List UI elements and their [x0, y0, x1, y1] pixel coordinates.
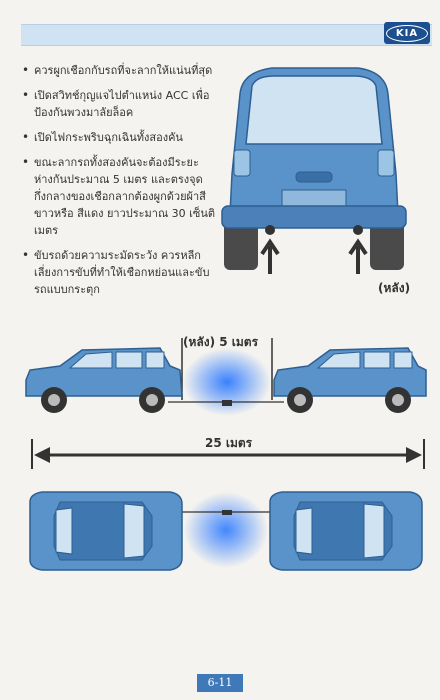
instruction-item: • ขณะลากรถทั้งสองคันจะต้องมีระยะห่างกันประมาณ 5 เมตร และตรงจุดกึ่งกลางของเชือกลากต้องผูกด้วยผ้าสีขาวหรือ สีแดง ยาวประมาณ 30 เซ็นติเมตร: [20, 154, 216, 239]
rope-distance-label: (หลัง) 5 เมตร: [183, 335, 259, 349]
instruction-item: • ขับรถด้วยความระมัดระวัง ควรหลีกเลี่ยงการขับที่ทำให้เชือกหย่อนและขับรถแบบกระตุก: [20, 247, 216, 298]
instruction-list: [20, 62, 216, 306]
total-distance-label: 25 เมตร: [205, 436, 253, 450]
instruction-item: • เปิดไฟกระพริบฉุกเฉินทั้งสองคัน: [20, 129, 216, 146]
top-view-illustration: [20, 480, 430, 580]
instruction-item: • เปิดสวิทช์กุญแจไปตำแหน่ง ACC เพื่อป้องกันพวงมาลัยล็อค: [20, 87, 216, 121]
kia-logo-text: KIA: [386, 25, 428, 42]
rear-car-illustration: [212, 64, 416, 274]
rear-label: (หลัง): [378, 281, 411, 295]
instruction-item: • ควรผูกเชือกกับรถที่จะลากให้แน่นที่สุด: [20, 62, 216, 79]
header-band: [21, 24, 432, 46]
kia-logo: [384, 22, 430, 44]
page-number: 6-11: [197, 674, 243, 692]
